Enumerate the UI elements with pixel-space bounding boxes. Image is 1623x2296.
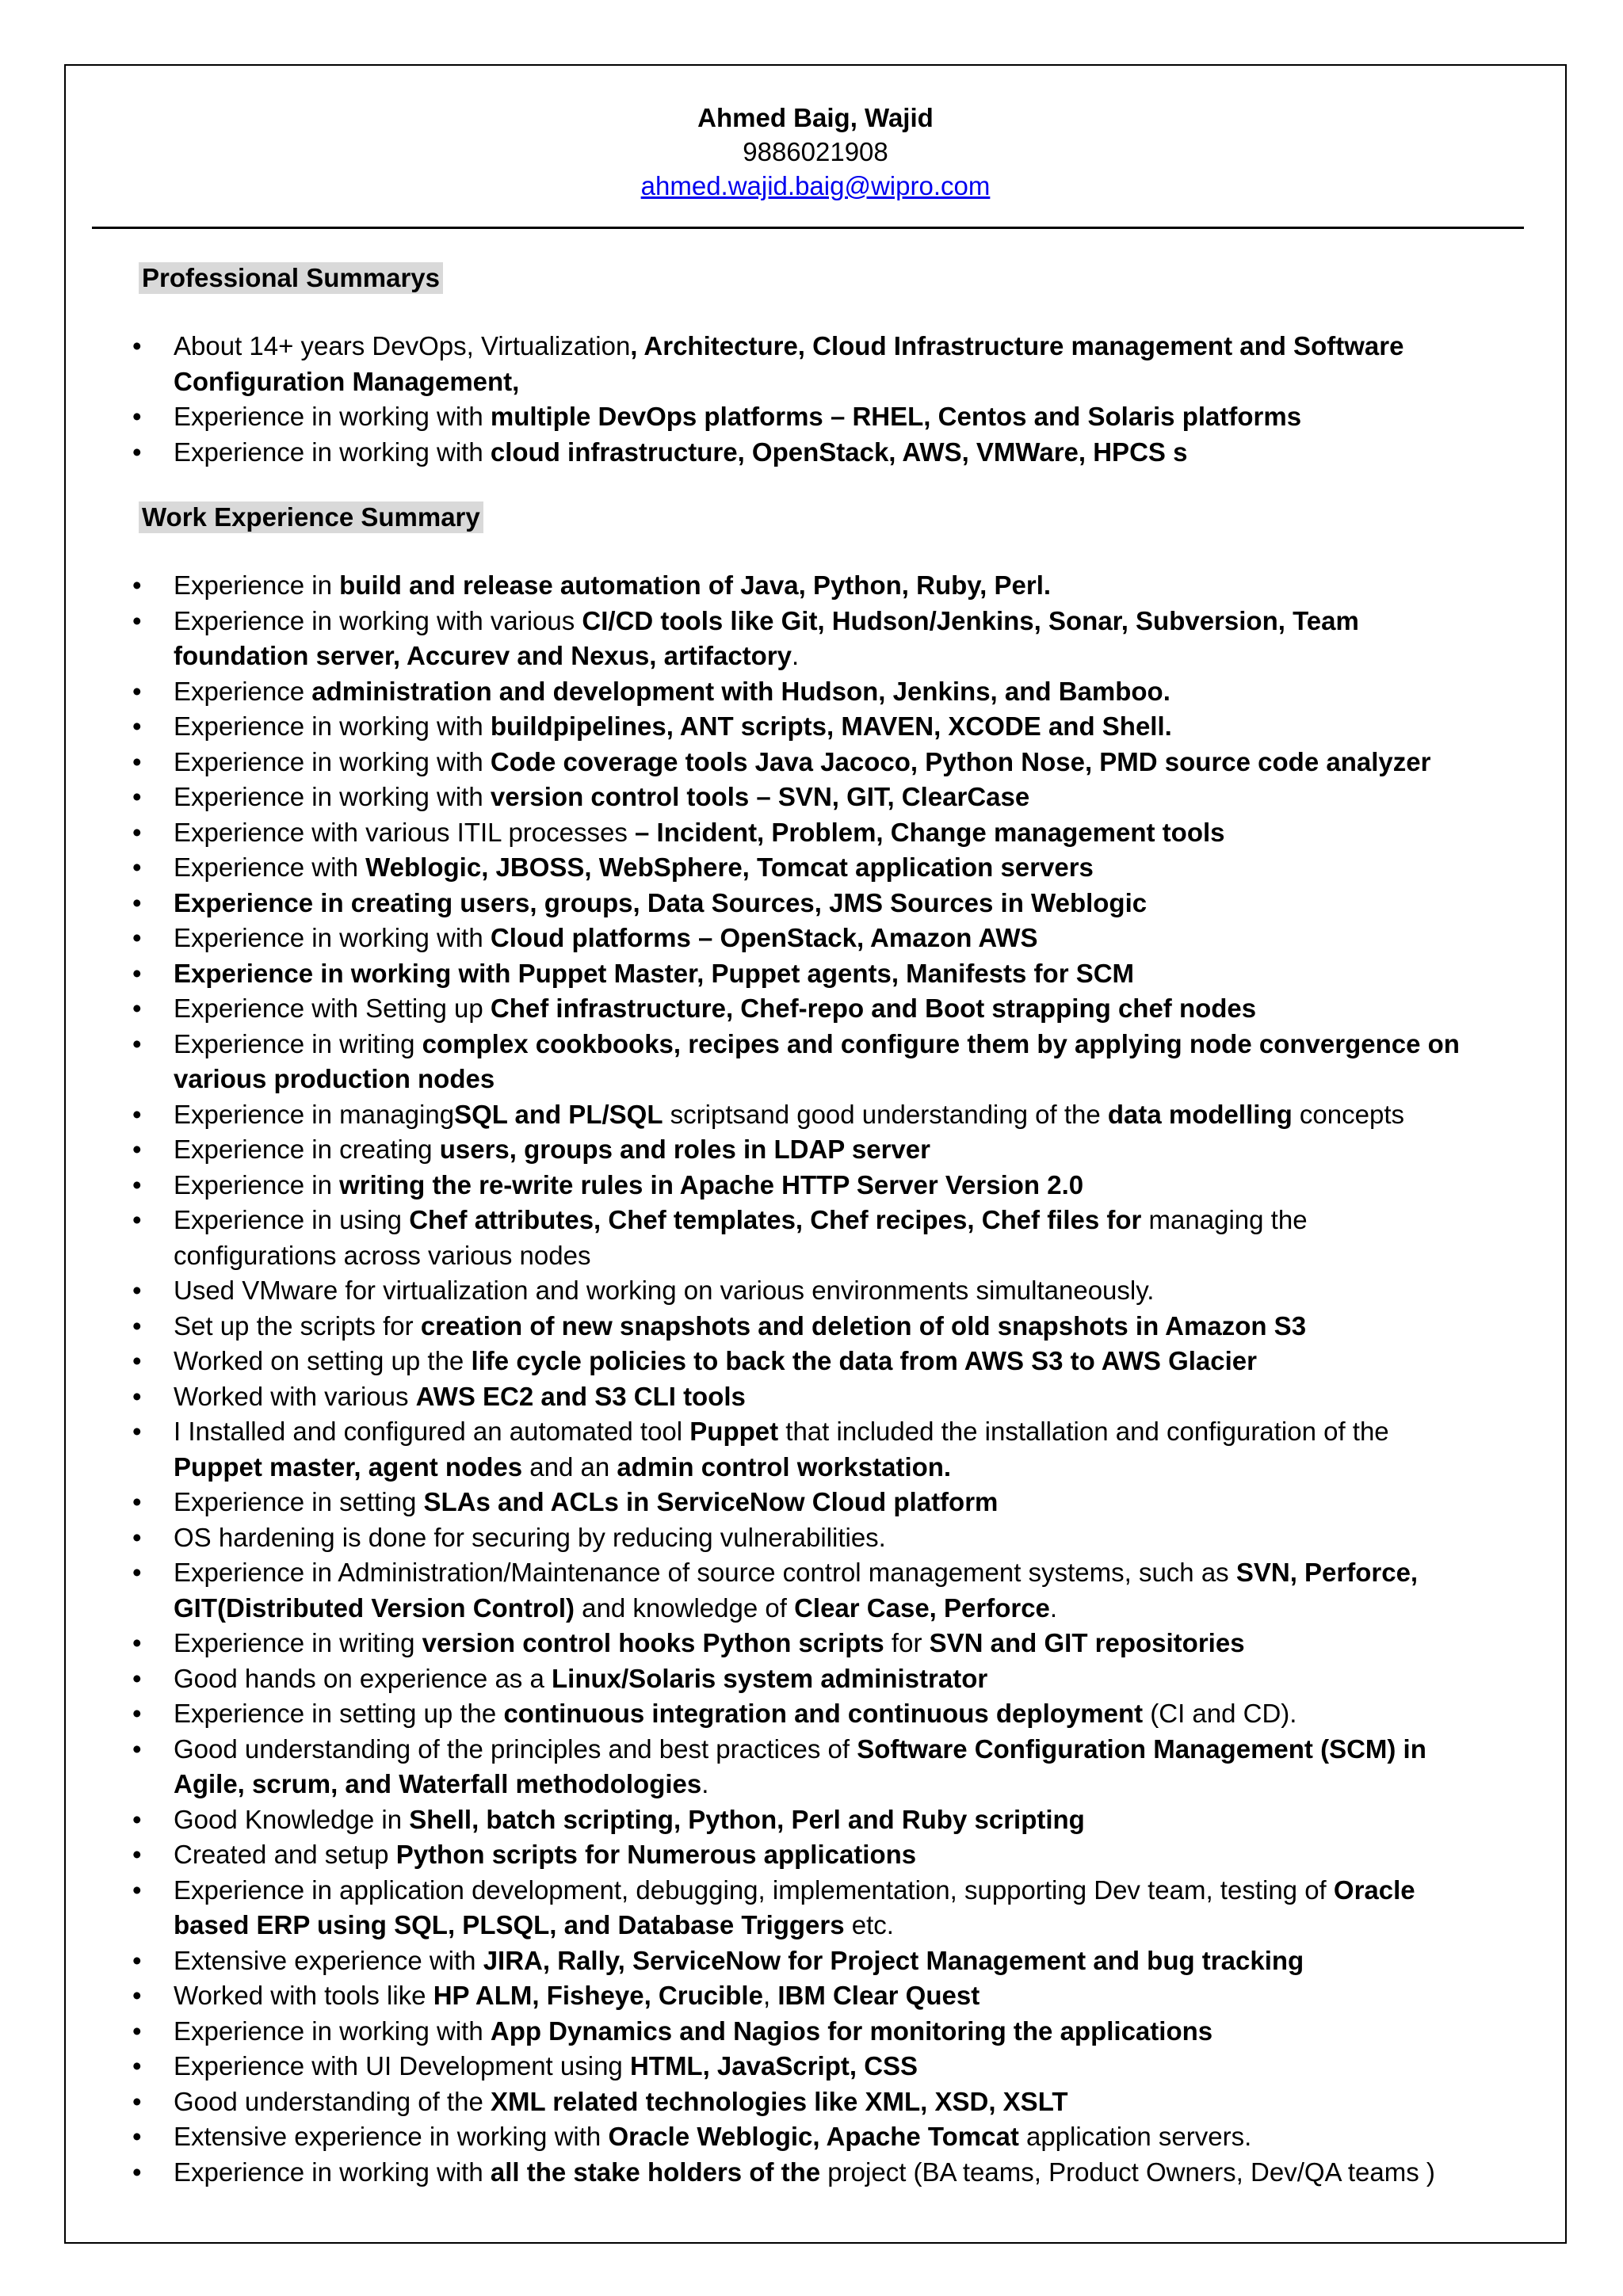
bold-text: all the stake holders of the <box>490 2157 821 2187</box>
bullet-item <box>66 604 1476 674</box>
candidate-email-link[interactable]: ahmed.wajid.baig@wipro.com <box>640 171 991 200</box>
text: Experience in working with <box>174 437 491 467</box>
bullet-item <box>66 1414 1476 1485</box>
bullet-item <box>66 568 1476 604</box>
bullet-item <box>66 674 1476 710</box>
text: for <box>884 1628 930 1657</box>
candidate-name: Ahmed Baig, Wajid <box>697 103 934 132</box>
text: Used VMware for virtualization and working on various environments simultaneously. <box>174 1276 1155 1305</box>
bold-text: version control tools – SVN, GIT, ClearCase <box>490 782 1030 811</box>
bold-text: CI/CD tools like Git, Hudson/Jenkins, Sonar, Subversion, Team foundation server, Accurev and Nexus, artifactory <box>174 605 1359 670</box>
text: Good hands on experience as a <box>174 1663 552 1693</box>
text: Worked on setting up the <box>174 1346 472 1375</box>
bullet-item <box>66 1555 1476 1626</box>
professional-summary-heading <box>139 262 443 294</box>
text: . <box>1049 1592 1058 1623</box>
text: application servers. <box>1018 2122 1252 2151</box>
text: Experience in working with <box>174 782 491 811</box>
text: Experience in working with <box>174 746 491 776</box>
bold-text: Shell, batch scripting, Python, Perl and Ruby scripting <box>409 1804 1085 1834</box>
candidate-phone: 9886021908 <box>743 137 888 166</box>
text: Experience in working with various <box>174 605 582 635</box>
bold-text: SVN and GIT repositories <box>929 1628 1245 1657</box>
text: Experience in <box>174 570 340 600</box>
bold-text: Oracle based ERP using SQL, PLSQL, and Database Triggers <box>174 1875 1415 1939</box>
bold-text: complex cookbooks, recipes and configure them by applying node convergence on various production nodes <box>174 1028 1460 1093</box>
bold-text: Code coverage tools Java Jacoco, Python Nose, PMD source code analyzer <box>490 746 1431 776</box>
bold-text: Chef attributes, Chef templates, Chef recipes, Chef files for <box>409 1205 1142 1234</box>
bold-text: administration and development with Hudson, Jenkins, and Bamboo. <box>311 676 1170 706</box>
bold-text: multiple DevOps platforms – RHEL, Centos and Solaris platforms <box>490 402 1302 431</box>
bold-text: Experience in working with Puppet Master, Puppet agents, Manifests for SCM <box>174 958 1135 988</box>
text: Set up the scripts for <box>174 1310 421 1341</box>
text: Experience in working with <box>174 402 491 431</box>
bold-text: XML related technologies like XML, XSD, XSLT <box>490 2086 1068 2116</box>
bullet-item <box>66 745 1476 780</box>
bold-text: creation of new snapshots and deletion of old snapshots in Amazon S3 <box>420 1310 1307 1341</box>
text: Good Knowledge in <box>174 1804 410 1834</box>
bullet-item <box>66 1626 1476 1661</box>
bold-text: SVN, Perforce, GIT(Distributed Version Control) <box>174 1558 1419 1623</box>
text: project (BA teams, Product Owners, Dev/QA teams ) <box>820 2157 1435 2187</box>
bullet-item <box>66 1203 1476 1273</box>
bold-text: SLAs and ACLs in ServiceNow Cloud platform <box>423 1487 999 1516</box>
text: Experience with various ITIL processes <box>174 817 636 847</box>
bullet-item <box>66 2084 1476 2120</box>
text: Extensive experience with <box>174 1945 483 1975</box>
bold-text: cloud infrastructure, OpenStack, AWS, VMWare, HPCS s <box>490 437 1188 467</box>
text: Experience in working with <box>174 2157 491 2187</box>
text: Experience in writing <box>174 1028 422 1058</box>
bullet-item <box>66 1520 1476 1556</box>
text: Experience in working with <box>174 2016 491 2046</box>
text: Created and setup <box>174 1840 396 1869</box>
resume-header <box>66 101 1565 203</box>
bullet-item <box>66 2014 1476 2050</box>
bold-text: Software Configuration Management (SCM) in Agile, scrum, and Waterfall methodologies <box>174 1733 1426 1798</box>
bold-text: Puppet master, agent nodes <box>174 1451 523 1482</box>
text: Experience in managing <box>174 1099 455 1129</box>
bold-text: Puppet <box>689 1417 779 1446</box>
bold-text: continuous integration and continuous deployment <box>503 1699 1144 1728</box>
text: Good understanding of the <box>174 2086 491 2116</box>
bold-text: data modelling <box>1107 1099 1293 1129</box>
text: . <box>792 641 800 670</box>
bullet-item <box>66 1661 1476 1697</box>
text: Experience in working with <box>174 923 491 952</box>
text: Experience in setting up the <box>174 1699 504 1728</box>
text: scriptsand good understanding of the <box>663 1099 1108 1129</box>
bold-text: JIRA, Rally, ServiceNow for Project Management and bug tracking <box>483 1945 1304 1975</box>
text: Experience in <box>174 1169 340 1199</box>
text: Extensive experience in working with <box>174 2122 609 2151</box>
bold-text: HTML, JavaScript, CSS <box>629 2051 918 2081</box>
text: Experience in writing <box>174 1628 422 1657</box>
bold-text: Oracle Weblogic, Apache Tomcat <box>608 2122 1019 2151</box>
text: Worked with tools like <box>174 1981 433 2010</box>
text: Experience in Administration/Maintenance of source control management systems, such as <box>174 1558 1236 1587</box>
bold-text: App Dynamics and Nagios for monitoring the applications <box>490 2016 1213 2046</box>
work-experience-heading <box>139 502 483 533</box>
bullet-item <box>66 2049 1476 2084</box>
text: Experience in working with <box>174 711 491 741</box>
bullet-item <box>66 435 1476 471</box>
text: Experience in setting <box>174 1487 424 1516</box>
text: managing the configurations across various nodes <box>174 1205 1308 1270</box>
bold-text: life cycle policies to back the data from AWS S3 to AWS Glacier <box>471 1346 1257 1375</box>
bullet-item <box>66 1168 1476 1203</box>
text: concepts <box>1292 1099 1404 1129</box>
bold-text: admin control workstation. <box>617 1451 952 1482</box>
bullet-item <box>66 991 1476 1027</box>
text: Good understanding of the principles and best practices of <box>174 1733 857 1764</box>
text: Worked with various <box>174 1381 416 1411</box>
bullet-item <box>66 1873 1476 1943</box>
bullet-item <box>66 399 1476 435</box>
bullet-item <box>66 1978 1476 2014</box>
bold-text: Cloud platforms – OpenStack, Amazon AWS <box>490 923 1038 952</box>
bullet-item <box>66 1027 1476 1097</box>
bold-text: build and release automation of Java, Python, Ruby, Perl. <box>339 570 1052 600</box>
bullet-item <box>66 921 1476 956</box>
text: Experience with <box>174 852 366 882</box>
bold-text: – Incident, Problem, Change management tools <box>635 817 1225 847</box>
bold-text: version control hooks Python scripts <box>422 1628 884 1657</box>
section-title: Work Experience Summary <box>139 502 483 533</box>
bullet-item <box>66 2155 1476 2191</box>
professional-summary-list <box>66 329 1568 470</box>
bold-text: buildpipelines, ANT scripts, MAVEN, XCODE and Shell. <box>490 711 1172 741</box>
bullet-item <box>66 1273 1476 1309</box>
bold-text: writing the re-write rules in Apache HTTP Server Version 2.0 <box>339 1169 1084 1199</box>
bullet-item <box>66 780 1476 815</box>
bold-text: SQL and PL/SQL <box>454 1099 663 1129</box>
text: that included the installation and configuration of the <box>778 1417 1389 1446</box>
text: OS hardening is done for securing by reducing vulnerabilities. <box>174 1522 886 1552</box>
bullet-item <box>66 850 1476 886</box>
resume-page <box>64 64 1567 2244</box>
bullet-item <box>66 815 1476 851</box>
text: , <box>762 1981 778 2010</box>
text: Experience <box>174 676 312 706</box>
text: Experience with UI Development using <box>174 2051 630 2081</box>
bullet-item <box>66 1309 1476 1344</box>
bullet-item <box>66 1097 1476 1133</box>
text: About 14+ years DevOps, Virtualization <box>174 331 631 360</box>
text: Experience in application development, debugging, implementation, supporting Dev team, testing of <box>174 1875 1334 1905</box>
bullet-item <box>66 1344 1476 1379</box>
bullet-item <box>66 886 1476 921</box>
text: Experience in using <box>174 1205 410 1234</box>
text: (CI and CD). <box>1143 1699 1297 1728</box>
bullet-item <box>66 329 1476 399</box>
bold-text: Clear Case, Perforce <box>794 1592 1050 1623</box>
bold-text: users, groups and roles in LDAP server <box>439 1135 930 1164</box>
text: and an <box>522 1451 617 1482</box>
bullet-item <box>66 1132 1476 1168</box>
text: I Installed and configured an automated tool <box>174 1417 690 1446</box>
bullet-item <box>66 1485 1476 1520</box>
bullet-item <box>66 709 1476 745</box>
bold-text: HP ALM, Fisheye, Crucible <box>433 1981 763 2010</box>
work-experience-list <box>66 568 1568 2190</box>
bullet-item <box>66 1732 1476 1802</box>
bold-text: AWS EC2 and S3 CLI tools <box>415 1381 746 1411</box>
bullet-item <box>66 2119 1476 2155</box>
bold-text: , Architecture, Cloud Infrastructure management and Software Configuration Management, <box>174 331 1404 396</box>
bold-text: Linux/Solaris system administrator <box>552 1663 988 1693</box>
bold-text: Weblogic, JBOSS, WebSphere, Tomcat application servers <box>365 852 1094 882</box>
text: Experience with Setting up <box>174 994 491 1023</box>
text: . <box>701 1769 709 1798</box>
bullet-item <box>66 1802 1476 1838</box>
bold-text: Chef infrastructure, Chef-repo and Boot strapping chef nodes <box>490 994 1257 1023</box>
section-title: Professional Summarys <box>139 262 443 294</box>
bullet-item <box>66 1379 1476 1415</box>
text: Experience in creating <box>174 1135 440 1164</box>
bullet-item <box>66 1837 1476 1873</box>
bold-text: Python scripts for Numerous applications <box>395 1840 917 1869</box>
bold-text: Experience in creating users, groups, Data Sources, JMS Sources in Weblogic <box>174 887 1148 917</box>
bullet-item <box>66 1696 1476 1732</box>
bullet-item <box>66 1943 1476 1979</box>
text: etc. <box>844 1910 894 1939</box>
header-divider <box>92 227 1524 229</box>
bullet-item <box>66 956 1476 992</box>
text: and knowledge of <box>575 1592 795 1623</box>
bold-text: IBM Clear Quest <box>777 1981 980 2010</box>
